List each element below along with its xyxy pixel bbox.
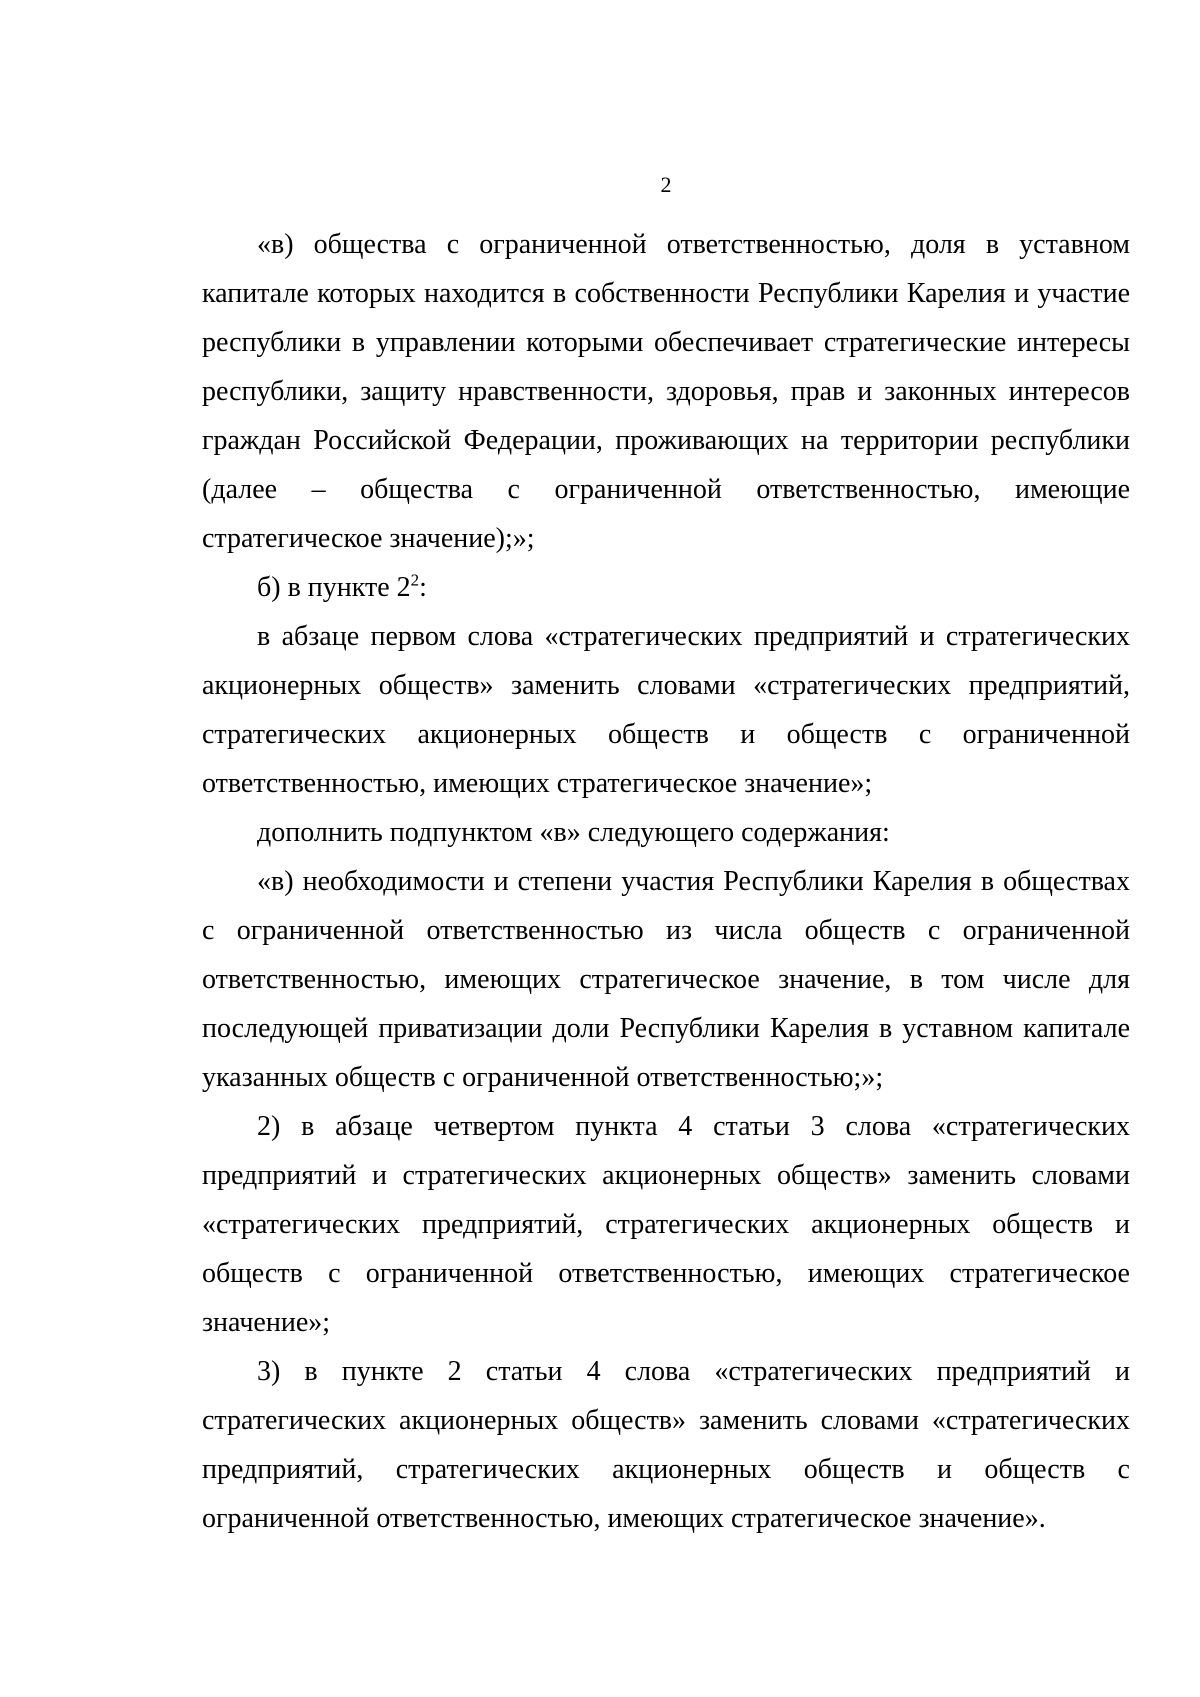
paragraph-subitem-v-llc: «в) общества с ограниченной ответственностью, доля в уставном капитале которых находится в собственности Республики Карелия и участие республики в управлении которыми обеспечивает стратегические интересы республики, защиту нравственности, здоровья, прав и законных интересов граждан Российской Федерации, проживающих на территории республики (далее – общества с ограниченной ответственностью, имеющие стратегическое значение);»;	[202, 229, 1130, 554]
paragraph-first-abzac-change: в абзаце первом слова «стратегических предприятий и стратегических акционерных обществ» заменить словами «стратегических предприятий, стратегических акционерных обществ и обществ с ограниченной ответственностью, имеющих стратегическое значение»;	[202, 621, 1130, 799]
document-body	[202, 220, 1130, 1543]
paragraph-item-3: 3) в пункте 2 статьи 4 слова «стратегических предприятий и стратегических акционерных обществ» заменить словами «стратегических предприятий, стратегических акционерных обществ и обществ с ограниченной ответственностью, имеющих стратегическое значение».	[202, 1356, 1130, 1534]
paragraph-add-subitem: дополнить подпунктом «в» следующего содержания:	[257, 817, 890, 848]
paragraph-item-b	[202, 563, 1130, 612]
item-b-suffix: :	[419, 572, 427, 603]
item-b-prefix: б) в пункте 2	[257, 572, 411, 603]
page-number: 2	[660, 172, 672, 197]
paragraph-item-2: 2) в абзаце четвертом пункта 4 статьи 3 слова «стратегических предприятий и стратегических акционерных обществ» заменить словами «стратегических предприятий, стратегических акционерных обществ и обществ с ограниченной ответственностью, имеющих стратегическое значение»;	[202, 1111, 1130, 1338]
paragraph-subitem-v-necessity: «в) необходимости и степени участия Республики Карелия в обществах с ограниченной ответственностью из числа обществ с ограниченной ответственностью, имеющих стратегическое значение, в том числе для последующей приватизации доли Республики Карелия в уставном капитале указанных обществ с ограниченной ответственностью;»;	[202, 866, 1130, 1093]
item-b-superscript: 2	[410, 570, 420, 590]
